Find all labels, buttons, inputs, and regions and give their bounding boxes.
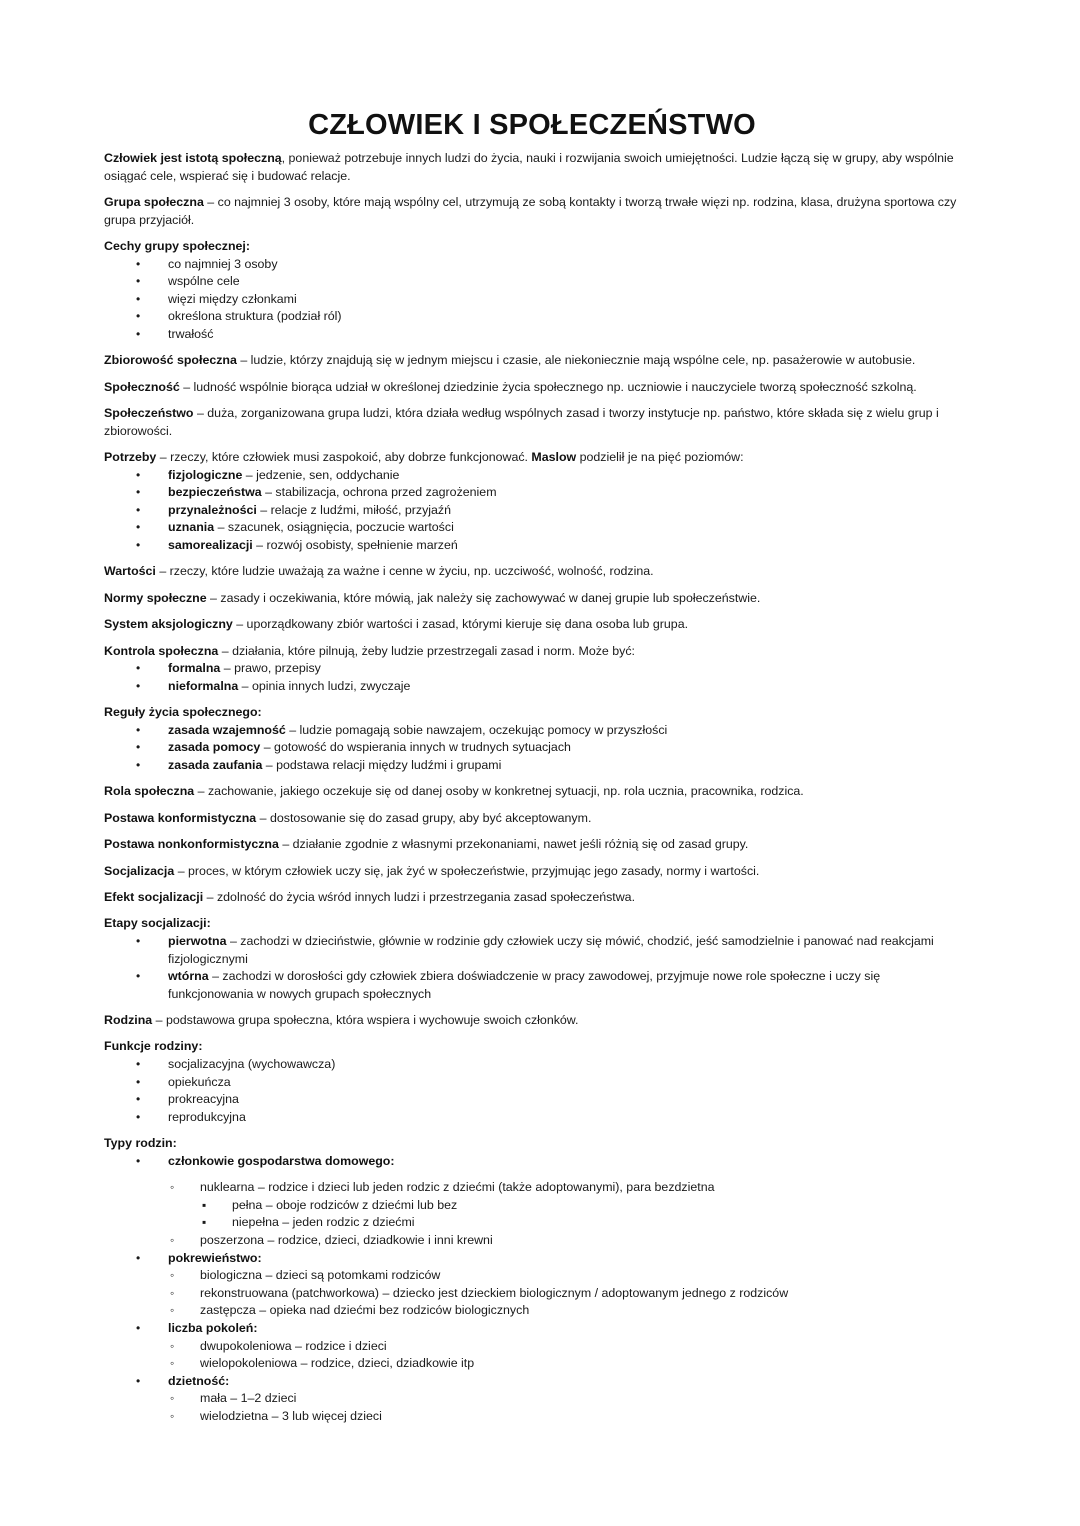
circle-bullet-icon: ◦ (170, 1391, 175, 1406)
item-text: niepełna – jeden rodzic z dziećmi (232, 1215, 415, 1230)
spoleczenstwo-paragraph (104, 405, 960, 440)
term: Socjalizacja (104, 863, 175, 878)
item-text: biologiczna – dzieci są potomkami rodziców (200, 1268, 441, 1283)
definition: – duża, zorganizowana grupa ludzi, która działa według wspólnych zasad i tworzy instytucje np. państwo, które składa się z wielu grup i zbiorowości. (104, 406, 939, 438)
list-item (104, 968, 960, 1003)
term: Zbiorowość społeczna (104, 353, 237, 368)
bullet-icon: • (136, 538, 141, 553)
square-bullet-icon: ▪ (202, 1215, 207, 1230)
definition: – działanie zgodnie z własnymi przekonaniami, nawet jeśli różnią się od zasad grupy. (278, 837, 749, 852)
term: przynależności (168, 502, 257, 517)
definition: – uporządkowany zbiór wartości i zasad, którymi kieruje się dana osoba lub grupa. (232, 617, 689, 632)
list-item (104, 1153, 960, 1171)
list-item (104, 308, 960, 326)
definition: – zasady i oczekiwania, które mówią, jak należy się zachowywać w danej grupie lub społeczeństwie. (206, 590, 761, 605)
definition: – zdolność do życia wśród innych ludzi i przestrzegania zasad społeczeństwa. (203, 889, 636, 904)
konform-paragraph (104, 810, 960, 828)
list-item (104, 1232, 960, 1250)
circle-bullet-icon: ◦ (170, 1408, 175, 1423)
term: zasada pomocy (168, 740, 261, 755)
circle-bullet-icon: ◦ (170, 1233, 175, 1248)
bullet-icon: • (136, 291, 141, 306)
term: zasada zaufania (168, 757, 263, 772)
list-item (104, 1408, 960, 1426)
term: System aksjologiczny (104, 617, 233, 632)
funkcje-heading: Funkcje rodziny: (104, 1039, 203, 1054)
item-text: co najmniej 3 osoby (168, 256, 278, 271)
item-text: mała – 1–2 dzieci (200, 1391, 297, 1406)
definition: – ludzie, którzy znajdują się w jednym miejscu i czasie, ale niekoniecznie mają wspólne cele, np. pasażerowie w autobusie. (236, 353, 916, 368)
term: Rola społeczna (104, 784, 195, 799)
item-text: socjalizacyjna (wychowawcza) (168, 1057, 336, 1072)
item-text: – podstawa relacji między ludźmi i grupami (262, 757, 502, 772)
circle-bullet-icon: ◦ (170, 1180, 175, 1195)
definition: – zachowanie, jakiego oczekuje się od danej osoby w konkretnej sytuacji, np. rola ucznia, pracownika, rodzica. (194, 784, 804, 799)
list-item (104, 1320, 960, 1338)
definition: – proces, w którym człowiek uczy się, jak żyć w społeczeństwie, przyjmując jego zasady, normy i wartości. (174, 863, 760, 878)
bullet-icon: • (136, 661, 141, 676)
item-text: wielodzietna – 3 lub więcej dzieci (200, 1408, 382, 1423)
list-item (104, 678, 960, 696)
item-text: – relacje z ludźmi, miłość, przyjaźń (256, 502, 452, 517)
rodzina-paragraph (104, 1012, 960, 1030)
item-text: – gotowość do wspierania innych w trudnych sytuacjach (260, 740, 571, 755)
term: Maslow (531, 450, 577, 465)
bullet-icon: • (136, 309, 141, 324)
item-text: pełna – oboje rodziców z dziećmi lub bez (232, 1197, 458, 1212)
list-item (104, 660, 960, 678)
nuklearna-list (104, 1197, 960, 1232)
dzietnosc-list (104, 1390, 960, 1425)
list-item (104, 1197, 960, 1215)
item-text: prokreacyjna (168, 1092, 239, 1107)
term: zasada wzajemność (168, 722, 286, 737)
list-item (104, 933, 960, 968)
wartosci-paragraph (104, 563, 960, 581)
item-text: więzi między członkami (168, 291, 297, 306)
definition: – dostosowanie się do zasad grupy, aby być akceptowanym. (256, 810, 592, 825)
item-text: zastępcza – opieka nad dziećmi bez rodziców biologicznych (200, 1303, 530, 1318)
item-text: trwałość (168, 326, 214, 341)
term: dzietność: (168, 1373, 230, 1388)
pokrewienstwo-group (104, 1250, 960, 1268)
term: Potrzeby (104, 450, 157, 465)
list-item (104, 1338, 960, 1356)
list-item (104, 1390, 960, 1408)
item-text: – opinia innych ludzi, zwyczaje (238, 678, 411, 693)
circle-bullet-icon: ◦ (170, 1268, 175, 1283)
term: Efekt socjalizacji (104, 889, 204, 904)
etapy-heading: Etapy socjalizacji: (104, 916, 211, 931)
bullet-icon: • (136, 274, 141, 289)
item-text: opiekuńcza (168, 1074, 231, 1089)
bullet-icon: • (136, 969, 141, 984)
kontrola-paragraph (104, 643, 960, 661)
page-title: CZŁOWIEK I SPOŁECZEŃSTWO (308, 109, 756, 141)
cechy-list (104, 256, 960, 344)
term: nieformalna (168, 678, 239, 693)
efekt-paragraph (104, 889, 960, 907)
definition: – co najmniej 3 osoby, które mają wspólny cel, utrzymują ze sobą kontakty i tworzą trwałe więzi np. rodzina, klasa, drużyna sportowa czy grupa przyjaciół. (104, 194, 957, 227)
term: Postawa nonkonformistyczna (104, 837, 279, 852)
term: członkowie gospodarstwa domowego: (168, 1153, 395, 1168)
item-text: rekonstruowana (patchworkowa) – dziecko jest dzieckiem biologicznym / adoptowanym jednego z rodziców (200, 1285, 789, 1300)
definition: – ludność wspólnie biorąca udział w określonej dziedzinie życia społecznego np. uczniowie i nauczyciele tworzą społeczność szkolną. (179, 379, 917, 394)
circle-bullet-icon: ◦ (170, 1338, 175, 1353)
bullet-icon: • (136, 757, 141, 772)
list-item (104, 1373, 960, 1391)
bullet-icon: • (136, 1250, 141, 1265)
list-item (104, 722, 960, 740)
list-item (104, 1302, 960, 1320)
item-text: – zachodzi w dorosłości gdy człowiek zbiera doświadczenie w pracy zawodowej, przyjmuje nowe role społeczne i uczy się funkcjonowania w nowych grupach społecznych (168, 969, 881, 1001)
item-text: – prawo, przepisy (220, 661, 321, 676)
item-text: dwupokoleniowa – rodzice i dzieci (200, 1338, 387, 1353)
definition: – podstawowa grupa społeczna, która wspiera i wychowuje swoich członków. (152, 1013, 579, 1028)
bullet-icon: • (136, 502, 141, 517)
list-item (104, 519, 960, 537)
typy-list (104, 1153, 960, 1171)
item-text: – zachodzi w dzieciństwie, głównie w rodzinie gdy człowiek uczy się mówić, chodzić, jeść samodzielnie i panować nad reakcjami fizjologicznymi (168, 933, 934, 966)
term: pokrewieństwo: (168, 1250, 262, 1265)
system-paragraph (104, 616, 960, 634)
cechy-heading: Cechy grupy społecznej: (104, 238, 250, 253)
list-item (104, 757, 960, 775)
bullet-icon: • (136, 722, 141, 737)
list-item (104, 739, 960, 757)
term: Społeczeństwo (104, 406, 194, 421)
term: Postawa konformistyczna (104, 810, 257, 825)
grupa-paragraph (104, 194, 960, 229)
funkcje-list (104, 1056, 960, 1126)
definition: – rzeczy, które ludzie uważają za ważne i cenne w życiu, np. uczciwość, wolność, rodzina. (155, 564, 654, 579)
zbiorowosc-paragraph (104, 352, 960, 370)
bullet-icon: • (136, 1092, 141, 1107)
term: uznania (168, 520, 215, 535)
gospodarstwo-list (104, 1179, 960, 1197)
circle-bullet-icon: ◦ (170, 1285, 175, 1300)
bullet-icon: • (136, 1074, 141, 1089)
term: bezpieczeństwa (168, 485, 262, 500)
bullet-icon: • (136, 326, 141, 341)
item-text: – szacunek, osiągnięcia, poczucie wartości (214, 520, 454, 535)
list-item (104, 1056, 960, 1074)
list-item (104, 1109, 960, 1127)
term: Człowiek jest istotą społeczną (104, 151, 282, 165)
term: pierwotna (168, 933, 227, 948)
circle-bullet-icon: ◦ (170, 1303, 175, 1318)
bullet-icon: • (136, 520, 141, 535)
item-text: reprodukcyjna (168, 1109, 246, 1124)
bullet-icon: • (136, 1320, 141, 1335)
list-item (104, 1285, 960, 1303)
rola-paragraph (104, 783, 960, 801)
intro-paragraph (104, 150, 960, 185)
term: Grupa społeczna (104, 194, 204, 209)
spolecznosc-paragraph (104, 379, 960, 397)
definition: – rzeczy, które człowiek musi zaspokoić, aby dobrze funkcjonować. (156, 450, 532, 465)
list-item (104, 1074, 960, 1092)
typy-heading: Typy rodzin: (104, 1136, 177, 1151)
bullet-icon: • (136, 1109, 141, 1124)
etapy-list (104, 933, 960, 1003)
term: Rodzina (104, 1013, 153, 1028)
item-text: – ludzie pomagają sobie nawzajem, oczekując pomocy w przyszłości (285, 722, 668, 737)
bullet-icon: • (136, 1153, 141, 1168)
term: fizjologiczne (168, 467, 243, 482)
bullet-icon: • (136, 933, 141, 948)
term: Społeczność (104, 379, 180, 394)
item-text: wielopokoleniowa – rodzice, dzieci, dziadkowie itp (200, 1356, 475, 1371)
item-text: wspólne cele (168, 274, 240, 289)
kontrola-list (104, 660, 960, 695)
bullet-icon: • (136, 485, 141, 500)
bullet-icon: • (136, 256, 141, 271)
list-item (104, 1179, 960, 1197)
pokolenia-group (104, 1320, 960, 1338)
definition: podzielił je na pięć poziomów: (576, 450, 744, 465)
item-text: – jedzenie, sen, oddychanie (242, 467, 400, 482)
item-text: – rozwój osobisty, spełnienie marzeń (252, 538, 458, 553)
list-item (104, 502, 960, 520)
list-item (104, 1091, 960, 1109)
bullet-icon: • (136, 1373, 141, 1388)
term: formalna (168, 661, 221, 676)
item-text: – stabilizacja, ochrona przed zagrożeniem (261, 485, 497, 500)
potrzeby-paragraph (104, 449, 960, 467)
square-bullet-icon: ▪ (202, 1197, 207, 1212)
list-item (104, 326, 960, 344)
gospodarstwo-list-cont (104, 1232, 960, 1250)
pokolenia-list (104, 1338, 960, 1373)
term: samorealizacji (168, 538, 253, 553)
list-item (104, 1250, 960, 1268)
list-item (104, 484, 960, 502)
list-item (104, 256, 960, 274)
list-item (104, 1267, 960, 1285)
bullet-icon: • (136, 678, 141, 693)
normy-paragraph (104, 590, 960, 608)
circle-bullet-icon: ◦ (170, 1356, 175, 1371)
item-text: określona struktura (podział ról) (168, 309, 342, 324)
list-item (104, 291, 960, 309)
definition: – działania, które pilnują, żeby ludzie przestrzegali zasad i norm. Może być: (218, 643, 635, 658)
list-item (104, 1355, 960, 1373)
list-item (104, 273, 960, 291)
bullet-icon: • (136, 1057, 141, 1072)
bullet-icon: • (136, 467, 141, 482)
term: wtórna (168, 969, 209, 984)
term: liczba pokoleń: (168, 1320, 258, 1335)
item-text: nuklearna – rodzice i dzieci lub jeden rodzic z dziećmi (także adoptowanymi), para bezdzietna (200, 1180, 715, 1195)
reguly-heading: Reguły życia społecznego: (104, 705, 262, 720)
reguly-list (104, 722, 960, 775)
dzietnosc-group (104, 1373, 960, 1391)
term: Wartości (104, 564, 156, 579)
bullet-icon: • (136, 740, 141, 755)
item-text: poszerzona – rodzice, dzieci, dziadkowie i inni krewni (200, 1233, 493, 1248)
list-item (104, 467, 960, 485)
nonkonform-paragraph (104, 836, 960, 854)
term: Normy społeczne (104, 590, 207, 605)
list-item (104, 537, 960, 555)
list-item (104, 1214, 960, 1232)
definition: , ponieważ potrzebuje innych ludzi do życia, nauki i rozwijania swoich umiejętności. Ludzie łączą się w grupy, aby wspólnie osiągać cele, wspierać się i budować relacje. (104, 151, 954, 183)
potrzeby-list (104, 467, 960, 555)
socjalizacja-paragraph (104, 863, 960, 881)
pokrewienstwo-list (104, 1267, 960, 1320)
term: Kontrola społeczna (104, 643, 219, 658)
